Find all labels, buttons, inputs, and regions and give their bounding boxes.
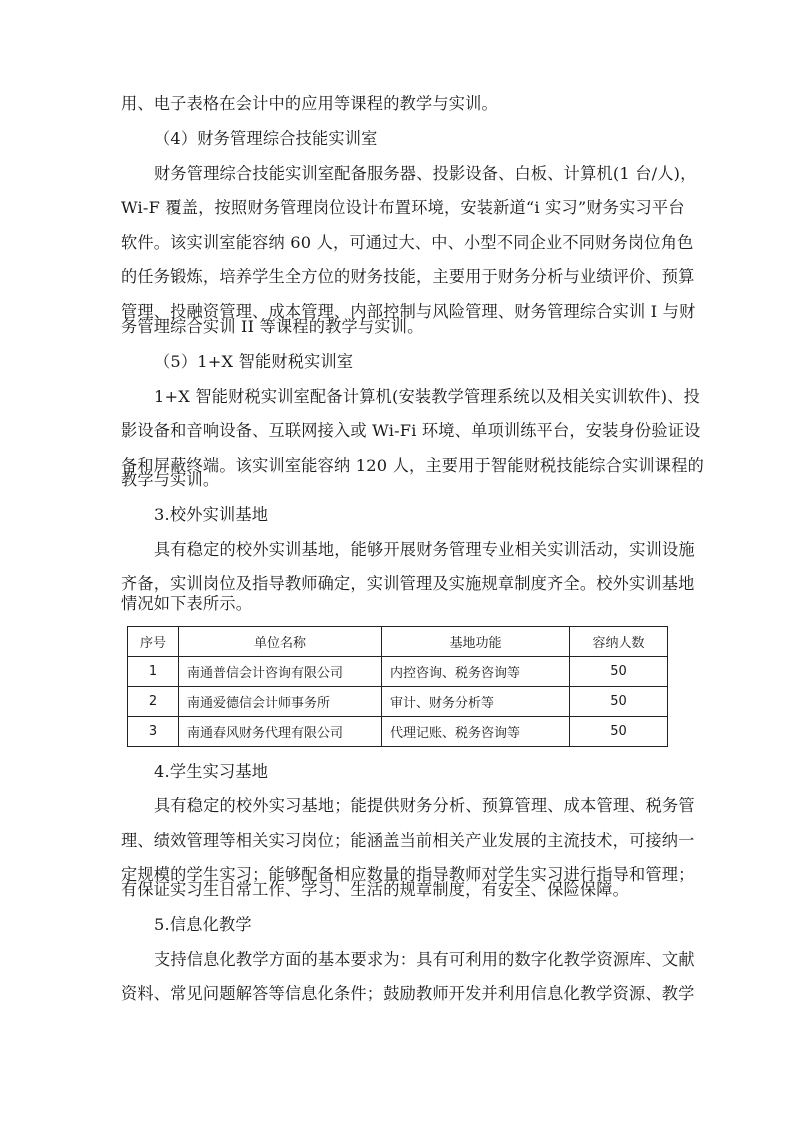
- column-header: 容纳人数: [570, 627, 668, 657]
- table-cell: 南通春风财务代理有限公司: [179, 717, 382, 747]
- paragraph-line: 定规模的学生实习；能够配备相应数量的指导教师对学生实习进行指导和管理；: [121, 865, 695, 884]
- paragraph-line: 齐备，实训岗位及指导教师确定，实训管理及实施规章制度齐全。校外实训基地: [121, 574, 695, 593]
- table-cell: 50: [570, 717, 668, 747]
- column-header: 序号: [128, 627, 179, 657]
- paragraph-line: 软件。该实训室能容纳 60 人，可通过大、中、小型不同企业不同财务岗位角色: [121, 233, 694, 252]
- table-cell: 1: [128, 657, 179, 687]
- off-campus-base-table: [127, 626, 668, 747]
- column-header: 基地功能: [382, 627, 570, 657]
- paragraph-line: 有保证实习生日常工作、学习、生活的规章制度，有安全、保险保障。: [121, 880, 630, 899]
- table-cell: 50: [570, 657, 668, 687]
- paragraph-line: 教学与实训。: [121, 470, 220, 489]
- table-cell: 审计、财务分析等: [382, 687, 570, 717]
- paragraph-line: 的任务锻炼，培养学生全方位的财务技能，主要用于财务分析与业绩评价、预算: [121, 267, 695, 286]
- table-cell: 代理记账、税务咨询等: [382, 717, 570, 747]
- paragraph-line: 财务管理综合技能实训室配备服务器、投影设备、白板、计算机(1 台/人)，: [154, 164, 697, 183]
- table-row: [128, 687, 668, 717]
- paragraph-line: 管理、投融资管理、成本管理、内部控制与风险管理、财务管理综合实训 I 与财: [121, 302, 696, 321]
- table-row: [128, 717, 668, 747]
- table-cell: 内控咨询、税务咨询等: [382, 657, 570, 687]
- table-cell: 2: [128, 687, 179, 717]
- paragraph-line: 情况如下表所示。: [121, 594, 253, 613]
- section-heading-3: 3.校外实训基地: [154, 505, 269, 524]
- paragraph-line: 资料、常见问题解答等信息化条件；鼓励教师开发并利用信息化教学资源、教学: [121, 984, 695, 1003]
- table-cell: 南通普信会计咨询有限公司: [179, 657, 382, 687]
- section-heading-4: （4）财务管理综合技能实训室: [154, 129, 378, 148]
- paragraph-line: 具有稳定的校外实训基地，能够开展财务管理专业相关实训活动，实训设施: [154, 540, 695, 559]
- table-cell: 50: [570, 687, 668, 717]
- section-heading-info: 5.信息化教学: [154, 915, 252, 934]
- table-cell: 南通爱德信会计师事务所: [179, 687, 382, 717]
- paragraph-line: Wi-F 覆盖，按照财务管理岗位设计布置环境，安装新道“i 实习”财务实习平台: [121, 198, 685, 217]
- paragraph-line: 影设备和音响设备、互联网接入或 Wi-Fi 环境、单项训练平台，安装身份验证设: [121, 421, 701, 440]
- section-heading-5: （5）1+X 智能财税实训室: [154, 352, 354, 371]
- paragraph-line: 支持信息化教学方面的基本要求为：具有可利用的数字化教学资源库、文献: [154, 950, 695, 969]
- table-cell: 3: [128, 717, 179, 747]
- column-header: 单位名称: [179, 627, 382, 657]
- paragraph-continuation: 用、电子表格在会计中的应用等课程的教学与实训。: [121, 94, 498, 113]
- paragraph-line: 具有稳定的校外实习基地；能提供财务分析、预算管理、成本管理、税务管: [154, 796, 695, 815]
- paragraph-line: 备和屏蔽终端。该实训室能容纳 120 人，主要用于智能财税技能综合实训课程的: [121, 456, 704, 475]
- table-header-row: [128, 627, 668, 657]
- section-heading-intern: 4.学生实习基地: [154, 762, 269, 781]
- paragraph-line: 理、绩效管理等相关实习岗位；能涵盖当前相关产业发展的主流技术，可接纳一: [121, 831, 695, 850]
- paragraph-line: 1+X 智能财税实训室配备计算机(安装教学管理系统以及相关实训软件)、投: [154, 387, 700, 406]
- paragraph-line: 务管理综合实训 II 等课程的教学与实训。: [121, 317, 424, 336]
- table-row: [128, 657, 668, 687]
